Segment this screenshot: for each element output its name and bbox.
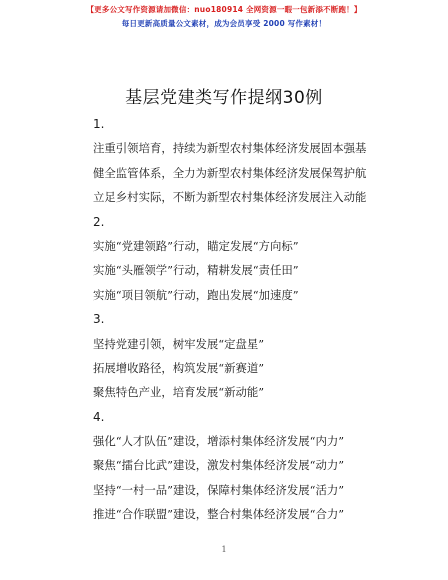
section-2: [93, 210, 403, 308]
outline-line: 健全监管体系，全力为新型农村集体经济发展保驾护航: [93, 165, 367, 180]
section-number: 2.: [93, 214, 105, 229]
outline-line: 聚焦“擂台比武”建设，激发村集体经济发展“动力”: [93, 458, 345, 473]
outline-line: 聚焦特色产业，培育发展“新动能”: [93, 385, 265, 400]
section-number: 1.: [93, 117, 105, 131]
outline-line: 拓展增收路径，构筑发展“新赛道”: [93, 360, 265, 375]
outline-body: [93, 112, 403, 527]
outline-line: 实施“党建领路”行动，瞄定发展“方向标”: [93, 238, 299, 253]
section-1: [93, 112, 403, 210]
outline-line: 立足乡村实际，不断为新型农村集体经济发展注入动能: [93, 190, 367, 205]
promo-banner-line-1: 【更多公文写作资源请加微信：nuo180914 全网资源一暇一包新添不断跑！】: [86, 5, 362, 14]
document-title: 基层党建类写作提纲30例: [125, 88, 323, 108]
promo-banner: [0, 4, 448, 30]
outline-line: 实施“头雁领学”行动，精耕发展“责任田”: [93, 263, 299, 278]
page-number: 1: [221, 545, 227, 554]
promo-banner-line-2: 每日更新高质量公文素材，成为会员享受 2000 写作素材！: [121, 19, 327, 28]
outline-line: 推进“合作联盟”建设，整合村集体经济发展“合力”: [93, 507, 345, 522]
section-3: [93, 307, 403, 405]
section-4: [93, 405, 403, 527]
outline-line: 强化“人才队伍”建设，增添村集体经济发展“内力”: [93, 434, 345, 449]
outline-line: 实施“项目领航”行动，跑出发展“加速度”: [93, 287, 299, 302]
outline-line: 坚持党建引领，树牢发展“定盘星”: [93, 336, 265, 351]
section-number: 4.: [93, 409, 105, 424]
section-number: 3.: [93, 312, 105, 327]
outline-line: 注重引领培育，持续为新型农村集体经济发展固本强基: [93, 141, 367, 156]
outline-line: 坚持“一村一品”建设，保障村集体经济发展“活力”: [93, 482, 345, 497]
